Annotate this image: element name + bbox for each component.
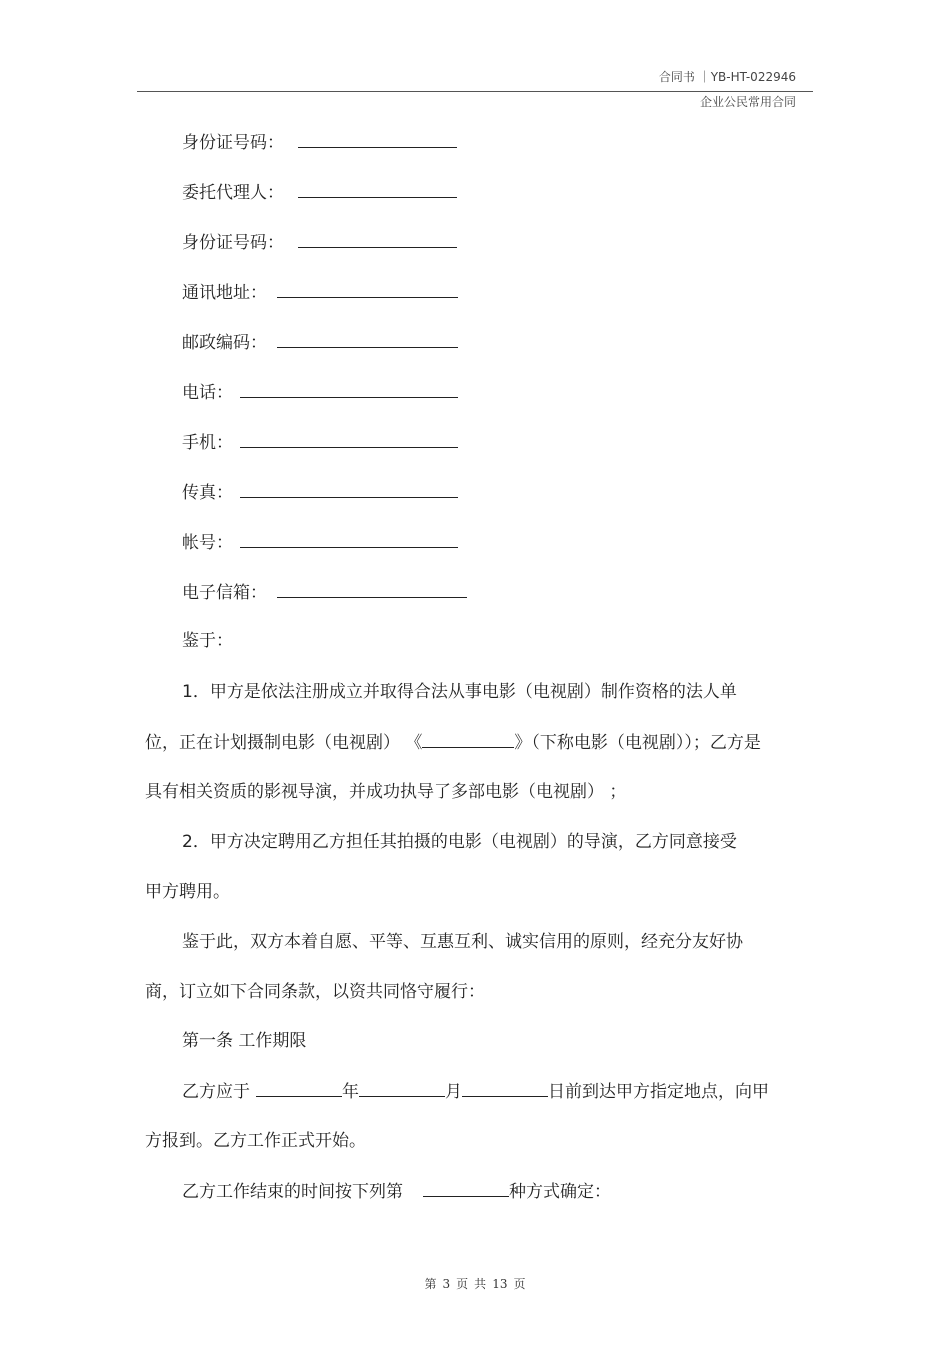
header-rule [137,91,813,92]
fill-blank [423,1180,509,1197]
header-subtitle: 企业公民常用合同 [699,95,796,109]
preamble-line-1: 鉴于此，双方本着自愿、平等、互惠互利、诚实信用的原则，经充分友好协 [182,932,743,952]
fill-blank [277,281,458,298]
field-label: 电子信箱： [182,583,267,603]
fill-blank [298,181,457,198]
article-1-line-2: 方报到。乙方工作正式开始。 [145,1131,366,1151]
field-label: 身份证号码： [182,133,284,153]
fill-blank [240,481,458,498]
field-label: 帐号： [182,533,233,553]
field-id-number [182,131,457,154]
footer-di: 第 [424,1277,437,1291]
field-mobile [182,431,458,454]
page-number: 3 [442,1277,451,1291]
footer-ye-2: 页 [513,1277,526,1291]
field-postal-code [182,331,458,354]
clause-2-line-1: 2．甲方决定聘用乙方担任其拍摄的电影（电视剧）的导演，乙方同意接受 [182,832,737,852]
fill-blank [277,331,458,348]
field-label: 委托代理人： [182,183,284,203]
page-total: 13 [492,1277,508,1291]
text-segment: 年 [342,1082,359,1102]
fill-blank [422,731,514,748]
footer-ye: 页 [456,1277,469,1291]
field-address [182,281,458,304]
text-segment: 日前到达甲方指定地点，向甲 [548,1082,769,1102]
fill-blank [240,531,458,548]
field-account [182,531,458,554]
fill-blank [240,381,458,398]
text-segment: 乙方工作结束的时间按下列第 [182,1182,403,1202]
clause-1-line-2 [145,731,761,754]
fill-blank [277,581,467,598]
text-segment: 》（下称电影（电视剧））；乙方是 [514,733,761,753]
preamble-line-2: 商，订立如下合同条款，以资共同恪守履行： [145,982,485,1002]
field-agent-id-number [182,231,457,254]
text-segment: 月 [445,1082,462,1102]
field-fax [182,481,458,504]
field-label: 通讯地址： [182,283,267,303]
article-1-line-3 [182,1180,611,1203]
clause-1-line-1: 1．甲方是依法注册成立并取得合法从事电影（电视剧）制作资格的法人单 [182,682,737,702]
fill-blank [359,1080,445,1097]
page-footer [0,1275,950,1292]
clause-2-line-2: 甲方聘用。 [145,882,230,902]
field-label: 身份证号码： [182,233,284,253]
whereas-heading: 鉴于： [182,631,233,651]
footer-gong: 共 [474,1277,487,1291]
text-segment: 乙方应于 [182,1082,250,1102]
fill-blank [256,1080,342,1097]
fill-blank [298,231,457,248]
fill-blank [240,431,458,448]
article-1-line-1 [182,1080,769,1103]
field-label: 邮政编码： [182,333,267,353]
field-label: 传真： [182,483,233,503]
fill-blank [462,1080,548,1097]
field-label: 电话： [182,383,233,403]
article-1-heading: 第一条 工作期限 [182,1031,307,1051]
field-agent [182,181,457,204]
field-label: 手机： [182,433,233,453]
clause-1-line-3: 具有相关资质的影视导演，并成功执导了多部电影（电视剧） ； [145,782,627,802]
field-email [182,581,467,604]
header-doc-id: 合同书 ｜YB-HT-022946 [658,70,796,84]
field-phone [182,381,458,404]
fill-blank [298,131,457,148]
text-segment: 种方式确定： [509,1182,611,1202]
text-segment: 位，正在计划摄制电影（电视剧） 《 [145,733,423,753]
